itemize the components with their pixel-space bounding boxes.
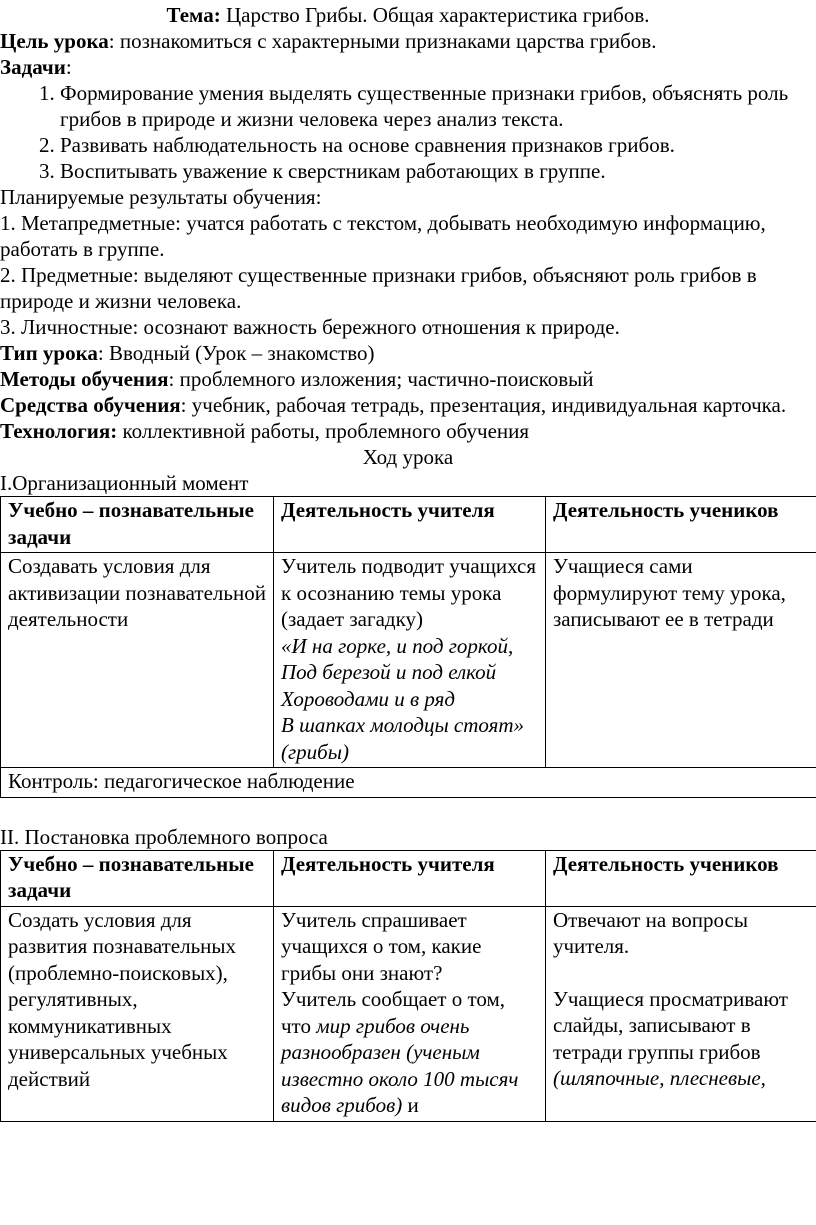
control-cell: Контроль: педагогическое наблюдение — [1, 768, 816, 798]
means-label: Средства обучения — [0, 393, 181, 417]
header-teacher: Деятельность учителя — [274, 850, 546, 906]
results-title: Планируемые результаты обучения: — [0, 185, 322, 209]
riddle-line: В шапках молодцы стоят» (грибы) — [281, 713, 525, 764]
teacher-info-italic: мир грибов очень разнообразен (ученым известно около 100 тысяч видов грибов) — [281, 1013, 519, 1117]
topic-line — [0, 2, 816, 28]
students-answer: Отвечают на вопросы учителя. — [553, 907, 748, 958]
section2-title: II. Постановка проблемного вопроса — [0, 824, 328, 849]
cell-tasks: Создать условия для развития познавательных (проблемно-поисковых), регулятивных, коммуникативных универсальных учебных действий — [1, 906, 274, 1121]
header-students: Деятельность учеников — [546, 497, 816, 553]
goal-text: : познакомиться с характерными признаками царства грибов. — [108, 29, 657, 53]
tasks-colon: : — [65, 55, 72, 79]
means-line — [0, 392, 816, 418]
type-line — [0, 340, 816, 366]
table-row — [1, 906, 816, 1121]
header-teacher: Деятельность учителя — [274, 497, 546, 553]
goal-label: Цель урока — [0, 29, 109, 53]
task-item: 1. Формирование умения выделять существенные признаки грибов, объяснять роль грибов в природе и жизни человека через анализ текста. — [60, 80, 816, 132]
tech-text: коллективной работы, проблемного обучения — [117, 419, 530, 443]
type-label: Тип урока — [0, 341, 98, 365]
cell-students — [546, 906, 816, 1121]
header-tasks: Учебно – познавательные задачи — [1, 497, 274, 553]
tasks-list — [0, 80, 816, 184]
result-item: 2. Предметные: выделяют существенные признаки грибов, объясняют роль грибов в природе и жизни человека. — [0, 263, 757, 313]
table-row — [1, 553, 816, 768]
result-item: 3. Личностные: осознают важность бережного отношения к природе. — [0, 315, 620, 339]
topic-text: Царство Грибы. Общая характеристика грибов. — [220, 3, 650, 27]
teacher-info-tail: и — [402, 1093, 419, 1117]
tech-label: Технология: — [0, 419, 118, 443]
header-tasks: Учебно – познавательные задачи — [1, 850, 274, 906]
task-item: 2. Развивать наблюдательность на основе сравнения признаков грибов. — [60, 132, 816, 158]
cell-tasks: Создавать условия для активизации познавательной деятельности — [1, 553, 274, 768]
topic-label: Тема: — [166, 3, 221, 27]
tasks-label: Задачи — [0, 55, 66, 79]
spacer — [0, 798, 816, 824]
goal-line — [0, 28, 816, 54]
teacher-question: Учитель спрашивает учащихся о том, какие грибы они знают? — [281, 907, 482, 985]
header-students: Деятельность учеников — [546, 850, 816, 906]
result-item: 1. Метапредметные: учатся работать с текстом, добывать необходимую информацию, работать в группе. — [0, 211, 766, 261]
tasks-heading — [0, 54, 816, 80]
methods-text: : проблемного изложения; частично-поисковый — [168, 367, 594, 391]
teacher-text: Учитель подводит учащихся к осознанию темы урока (задает загадку) — [281, 554, 536, 631]
students-activity — [553, 986, 810, 1092]
section2-table — [0, 850, 816, 1122]
teacher-info — [281, 986, 539, 1119]
riddle-line: Хороводами и в ряд — [281, 686, 455, 711]
methods-label: Методы обучения — [0, 367, 169, 391]
tech-line — [0, 418, 816, 444]
cell-students: Учащиеся сами формулируют тему урока, записывают ее в тетради — [546, 553, 816, 768]
section1-title: I.Организационный момент — [0, 471, 249, 495]
students-activity-plain: Учащиеся просматривают слайды, записывают в тетради группы грибов — [553, 986, 788, 1064]
cell-teacher — [274, 906, 546, 1121]
means-text: : учебник, рабочая тетрадь, презентация, индивидуальная карточка. — [180, 393, 787, 417]
task-item: 3. Воспитывать уважение к сверстникам работающих в группе. — [60, 158, 816, 184]
table-header-row — [1, 850, 816, 906]
methods-line — [0, 366, 816, 392]
section1-table — [0, 496, 816, 798]
lesson-title: Ход урока — [362, 445, 454, 469]
riddle-line: «И на горке, и под горкой, — [281, 633, 514, 658]
teacher-info-plain: Учитель сообщает о том, что — [281, 987, 506, 1038]
table-header-row — [1, 497, 816, 553]
type-text: : Вводный (Урок – знакомство) — [97, 341, 375, 365]
students-activity-italic: (шляпочные, плесневые, — [553, 1066, 766, 1090]
cell-teacher — [274, 553, 546, 768]
table-footer-row — [1, 768, 816, 798]
cell-spacer — [553, 960, 810, 986]
riddle-line: Под березой и под елкой — [281, 660, 497, 684]
